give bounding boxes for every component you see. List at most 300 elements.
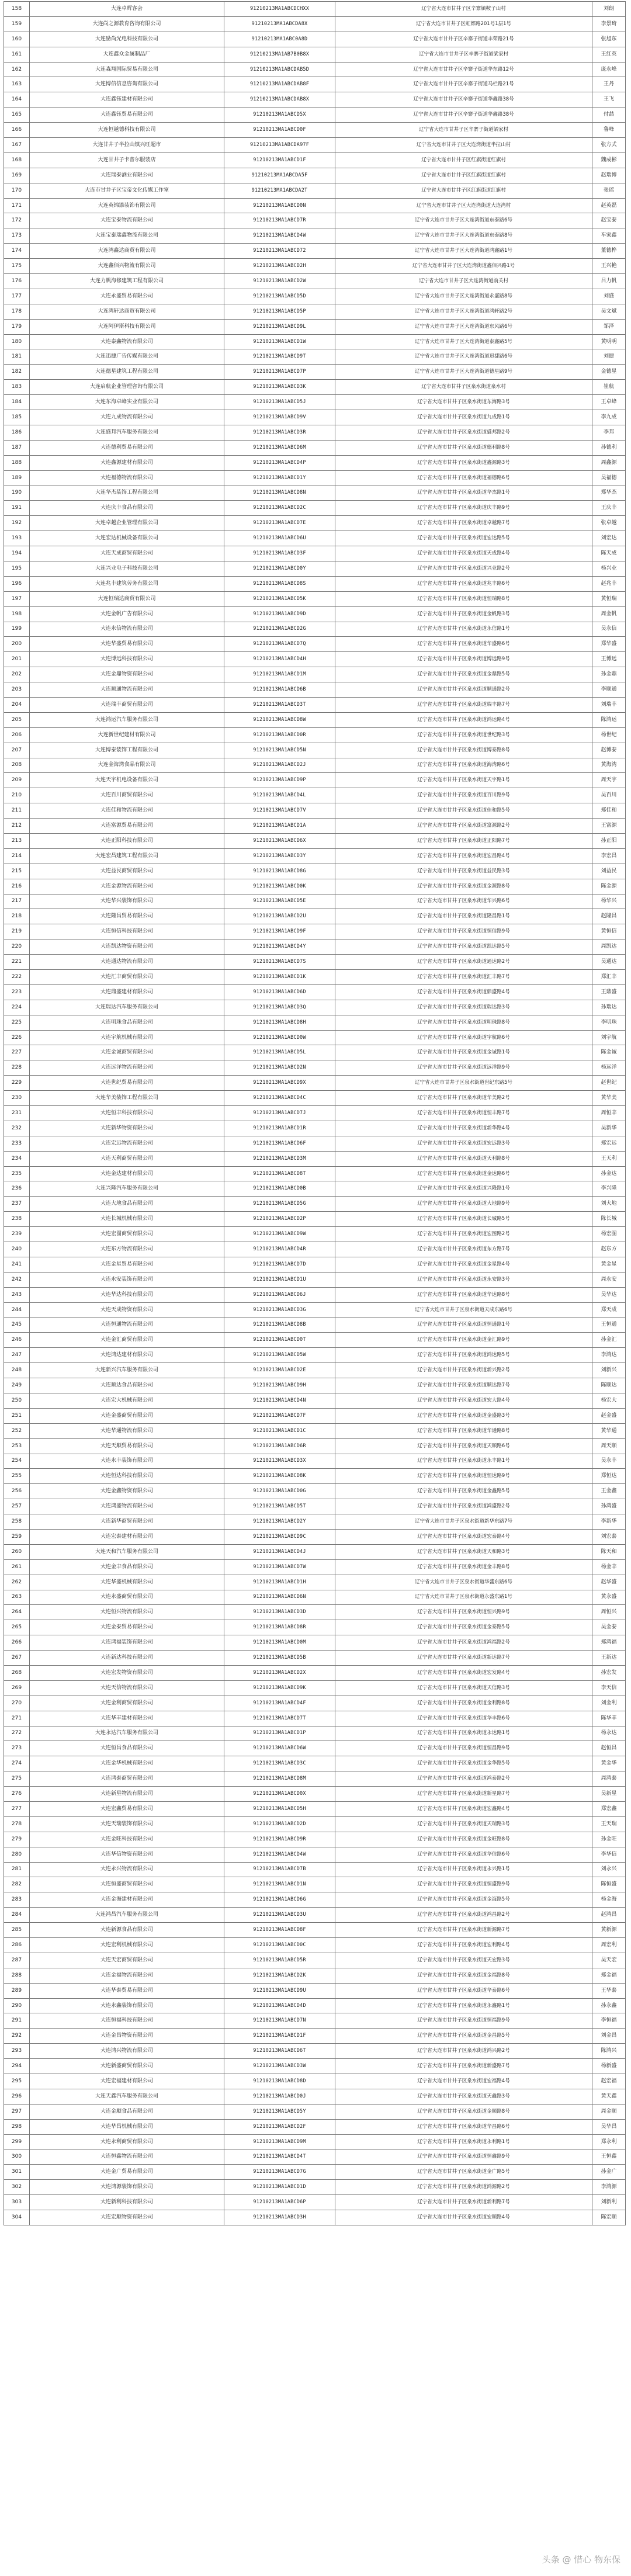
row-number-cell: 267	[4, 1651, 30, 1666]
row-number-cell: 279	[4, 1832, 30, 1847]
row-number-cell: 203	[4, 682, 30, 698]
row-number-cell: 229	[4, 1076, 30, 1091]
credit-code-cell: 91210213MA1ABCD6T	[224, 2044, 335, 2059]
table-row	[4, 304, 626, 319]
table-row	[4, 1499, 626, 1514]
row-number-cell: 255	[4, 1469, 30, 1484]
row-number-cell: 212	[4, 819, 30, 834]
legal-representative-cell: 赵英磊	[592, 198, 626, 213]
credit-code-cell: 91210213MA1ABCDA2T	[224, 183, 335, 198]
address-cell: 辽宁省大连市甘井子区泉水街道天宇路1号	[335, 773, 592, 788]
legal-representative-cell: 赵瑞博	[592, 168, 626, 183]
table-row	[4, 1121, 626, 1136]
credit-code-cell: 91210213MA1ABCD4W	[224, 228, 335, 244]
legal-representative-cell: 李宏昌	[592, 848, 626, 864]
company-name-cell: 大连天顺贸易有限公司	[30, 1438, 224, 1454]
row-number-cell: 178	[4, 304, 30, 319]
row-number-cell: 230	[4, 1091, 30, 1106]
row-number-cell: 194	[4, 546, 30, 561]
credit-code-cell: 91210213MA1ABCD9W	[224, 1227, 335, 1242]
row-number-cell: 233	[4, 1136, 30, 1151]
address-cell: 辽宁省大连市甘井子区泉水街道金源路8号	[335, 879, 592, 894]
company-name-cell: 大连永安装饰有限公司	[30, 1272, 224, 1287]
table-row	[4, 1741, 626, 1756]
legal-representative-cell: 陈华丰	[592, 1711, 626, 1726]
legal-representative-cell: 黄金华	[592, 1756, 626, 1771]
row-number-cell: 258	[4, 1514, 30, 1530]
address-cell: 辽宁省大连市甘井子区泉水街道鸿盛路2号	[335, 1499, 592, 1514]
address-cell: 辽宁省大连市甘井子区泉水街道九成路1号	[335, 410, 592, 425]
credit-code-cell: 91210213MA1ABCD4C	[224, 1091, 335, 1106]
table-row	[4, 682, 626, 698]
credit-code-cell: 91210213MA1ABCD6N	[224, 1590, 335, 1605]
legal-representative-cell: 赵鸿昌	[592, 1908, 626, 1923]
table-row	[4, 1726, 626, 1741]
address-cell: 辽宁省大连市甘井子区泉水街道恒鑫路9号	[335, 2149, 592, 2165]
legal-representative-cell: 郑佳和	[592, 803, 626, 819]
address-cell: 辽宁省大连市甘井子区泉水街道新盛路7号	[335, 2059, 592, 2074]
address-cell: 辽宁省大连市甘井子区泉水街道宏顺路4号	[335, 2210, 592, 2225]
legal-representative-cell: 王华泰	[592, 1983, 626, 1998]
row-number-cell: 274	[4, 1756, 30, 1771]
legal-representative-cell: 李九成	[592, 410, 626, 425]
address-cell: 辽宁省大连市甘井子区泉水街道天利路8号	[335, 1151, 592, 1166]
row-number-cell: 167	[4, 138, 30, 153]
legal-representative-cell: 赵兆丰	[592, 576, 626, 591]
legal-representative-cell: 黄华美	[592, 1091, 626, 1106]
row-number-cell: 272	[4, 1726, 30, 1741]
address-cell: 辽宁省大连市甘井子区泉水街道天和路3号	[335, 1544, 592, 1559]
address-cell: 辽宁省大连市甘井子区泉水街道恒盛路9号	[335, 1877, 592, 1892]
company-name-cell: 大连恒信科技有限公司	[30, 924, 224, 939]
row-number-cell: 269	[4, 1680, 30, 1696]
company-name-cell: 大连力帆海修建筑工程有限公司	[30, 274, 224, 289]
legal-representative-cell: 王恒通	[592, 1318, 626, 1333]
row-number-cell: 224	[4, 1000, 30, 1015]
credit-code-cell: 91210213MA1ABCDA5F	[224, 168, 335, 183]
credit-code-cell: 91210213MA1ABCD0R	[224, 727, 335, 743]
credit-code-cell: 91210213MA1ABCD8T	[224, 1166, 335, 1181]
company-name-cell: 大连凯达物资有限公司	[30, 939, 224, 955]
table-row	[4, 1998, 626, 2013]
table-row	[4, 1923, 626, 1938]
table-row	[4, 2149, 626, 2165]
address-cell: 辽宁省大连市甘井子区泉水街道兴业路2号	[335, 561, 592, 576]
credit-code-cell: 91210213MA1ABCD9R	[224, 1832, 335, 1847]
row-number-cell: 177	[4, 289, 30, 304]
row-number-cell: 213	[4, 833, 30, 848]
credit-code-cell: 91210213MA1ABCD8F	[224, 1923, 335, 1938]
row-number-cell: 160	[4, 32, 30, 47]
credit-code-cell: 91210213MA1ABCD2H	[224, 259, 335, 274]
credit-code-cell: 91210213MA1ABCD9V	[224, 410, 335, 425]
row-number-cell: 250	[4, 1393, 30, 1408]
credit-code-cell: 91210213MA1ABCD8S	[224, 576, 335, 591]
table-row	[4, 1242, 626, 1257]
table-row	[4, 1801, 626, 1816]
address-cell: 辽宁省大连市甘井子区辛寨子街道华东路12号	[335, 62, 592, 77]
table-row	[4, 591, 626, 606]
company-name-cell: 大连金福物流有限公司	[30, 1968, 224, 1983]
table-row	[4, 213, 626, 228]
credit-code-cell: 91210213MA1ABCD5D	[224, 289, 335, 304]
row-number-cell: 208	[4, 758, 30, 773]
company-name-cell: 大连明珠食品有限公司	[30, 1015, 224, 1030]
table-row	[4, 62, 626, 77]
table-row	[4, 561, 626, 576]
legal-representative-cell: 周金帆	[592, 606, 626, 622]
address-cell: 辽宁省大连市甘井子区泉水街道天瑞路3号	[335, 1816, 592, 1832]
credit-code-cell: 91210213MA1ABCD2W	[224, 274, 335, 289]
address-cell: 辽宁省大连市甘井子区泉水街道华泰路6号	[335, 1983, 592, 1998]
address-cell: 辽宁省大连市甘井子区泉水街道永安路3号	[335, 1272, 592, 1287]
company-name-cell: 大连宏远物流有限公司	[30, 1136, 224, 1151]
credit-code-cell: 91210213MA1ABCD4R	[224, 1242, 335, 1257]
row-number-cell: 276	[4, 1787, 30, 1802]
company-name-cell: 大连金利商贸有限公司	[30, 1696, 224, 1711]
legal-representative-cell: 李明珠	[592, 1015, 626, 1030]
address-cell: 辽宁省大连市甘井子区泉水街道远洋路9号	[335, 1060, 592, 1076]
address-cell: 辽宁省大连市甘井子区泉水街道恒福路9号	[335, 2013, 592, 2029]
legal-representative-cell: 孙永鑫	[592, 1998, 626, 2013]
legal-representative-cell: 杨远洋	[592, 1060, 626, 1076]
address-cell: 辽宁省大连市甘井子区泉水街道顺达路7号	[335, 1378, 592, 1393]
table-row	[4, 1938, 626, 1953]
table-row	[4, 2029, 626, 2044]
legal-representative-cell: 刘宏泰	[592, 1529, 626, 1544]
credit-code-cell: 91210213MA1ABCD7V	[224, 803, 335, 819]
table-row	[4, 1469, 626, 1484]
legal-representative-cell: 陈天成	[592, 546, 626, 561]
credit-code-cell: 91210213MA1ABCD5W	[224, 1348, 335, 1363]
row-number-cell: 193	[4, 531, 30, 546]
company-name-cell: 大连福德物流有限公司	[30, 470, 224, 486]
credit-code-cell: 91210213MA1ABCD5P	[224, 304, 335, 319]
company-name-cell: 大连天信物流有限公司	[30, 1680, 224, 1696]
address-cell: 辽宁省大连市甘井子区泉水街道鼎盛路4号	[335, 984, 592, 1000]
address-cell: 辽宁省大连市甘井子区泉水街道博泰路8号	[335, 743, 592, 758]
company-name-cell: 大连迅捷广告传媒有限公司	[30, 349, 224, 365]
address-cell: 辽宁省大连市甘井子区泉水街道益民路3号	[335, 864, 592, 879]
table-row	[4, 1091, 626, 1106]
row-number-cell: 173	[4, 228, 30, 244]
credit-code-cell: 91210213MA1ABCDAB8X	[224, 92, 335, 108]
row-number-cell: 201	[4, 652, 30, 667]
company-name-cell: 大连新源食品有限公司	[30, 1923, 224, 1938]
table-row	[4, 77, 626, 92]
legal-representative-cell: 孙德利	[592, 440, 626, 455]
address-cell: 辽宁省大连市甘井子区泉水街道凯达路5号	[335, 939, 592, 955]
legal-representative-cell: 吴福德	[592, 470, 626, 486]
legal-representative-cell: 黄恒信	[592, 924, 626, 939]
legal-representative-cell: 周永安	[592, 1272, 626, 1287]
row-number-cell: 270	[4, 1696, 30, 1711]
row-number-cell: 240	[4, 1242, 30, 1257]
legal-representative-cell: 吴新华	[592, 1121, 626, 1136]
table-row	[4, 667, 626, 682]
address-cell: 辽宁省大连市甘井子区泉水街道鸿泰路2号	[335, 1771, 592, 1787]
credit-code-cell: 91210213MA1ABCD2C	[224, 501, 335, 516]
row-number-cell: 181	[4, 349, 30, 365]
table-row	[4, 1514, 626, 1530]
legal-representative-cell: 陈天和	[592, 1544, 626, 1559]
credit-code-cell: 91210213MA1ABCD5G	[224, 1197, 335, 1212]
company-name-cell: 大连恒鑫物流有限公司	[30, 2149, 224, 2165]
credit-code-cell: 91210213MA1ABCDAB5D	[224, 62, 335, 77]
credit-code-cell: 91210213MA1ABCD7Q	[224, 637, 335, 652]
address-cell: 辽宁省大连市甘井子区泉水街道宏鑫路4号	[335, 1801, 592, 1816]
address-cell: 辽宁省大连市甘井子区泉水街道金鑫路5号	[335, 1484, 592, 1499]
legal-representative-cell: 吕力帆	[592, 274, 626, 289]
credit-code-cell: 91210213MA1ABCD7W	[224, 1559, 335, 1575]
company-name-cell: 大连宏鑫贸易有限公司	[30, 1801, 224, 1816]
company-name-cell: 大连新利科技有限公司	[30, 2195, 224, 2210]
company-name-cell: 大连天成物资有限公司	[30, 1302, 224, 1318]
legal-representative-cell: 郑天成	[592, 1302, 626, 1318]
company-name-cell: 大连永达汽车服务有限公司	[30, 1726, 224, 1741]
legal-representative-cell: 吴天宏	[592, 1953, 626, 1968]
legal-representative-cell: 刘朗	[592, 2, 626, 17]
legal-representative-cell: 邹泽	[592, 319, 626, 334]
address-cell: 辽宁省大连市甘井子区泉水街道金达路6号	[335, 1166, 592, 1181]
company-name-cell: 大连鸿达建材有限公司	[30, 1348, 224, 1363]
credit-code-cell: 91210213MA1ABCD9X	[224, 1076, 335, 1091]
company-name-cell: 大连甘井子卡普尔服装店	[30, 152, 224, 168]
row-number-cell: 186	[4, 425, 30, 440]
table-row	[4, 1197, 626, 1212]
address-cell: 辽宁省大连市甘井子区泉水街道佳和路5号	[335, 803, 592, 819]
table-row	[4, 909, 626, 924]
company-name-cell: 大连东海卓峰实业有限公司	[30, 395, 224, 410]
legal-representative-cell: 杨金海	[592, 1892, 626, 1908]
legal-representative-cell: 赵博泰	[592, 743, 626, 758]
credit-code-cell: 91210213MA1ABCD9F	[224, 924, 335, 939]
legal-representative-cell: 吴永丰	[592, 1454, 626, 1469]
table-row	[4, 2044, 626, 2059]
legal-representative-cell: 孙宏发	[592, 1665, 626, 1680]
legal-representative-cell: 杨永达	[592, 1726, 626, 1741]
address-cell: 辽宁省大连市甘井子区泉水街道博远路9号	[335, 652, 592, 667]
table-row	[4, 455, 626, 470]
row-number-cell: 290	[4, 1998, 30, 2013]
row-number-cell: 303	[4, 2195, 30, 2210]
row-number-cell: 251	[4, 1408, 30, 1423]
address-cell: 辽宁省大连市甘井子区泉水街道天成路4号	[335, 546, 592, 561]
legal-representative-cell: 鲁峰	[592, 123, 626, 138]
legal-representative-cell: 李景琦	[592, 16, 626, 32]
company-name-cell: 大连世纪贸易有限公司	[30, 1076, 224, 1091]
row-number-cell: 241	[4, 1257, 30, 1272]
row-number-cell: 206	[4, 727, 30, 743]
credit-code-cell: 91210213MA1ABCD9P	[224, 773, 335, 788]
legal-representative-cell: 庞永峰	[592, 62, 626, 77]
legal-representative-cell: 周金顺	[592, 2104, 626, 2119]
table-row	[4, 2, 626, 17]
company-name-cell: 大连天利商贸有限公司	[30, 1151, 224, 1166]
legal-representative-cell: 杨新盛	[592, 2059, 626, 2074]
address-cell: 辽宁省大连市甘井子区泉水街道宏福路4号	[335, 2074, 592, 2089]
row-number-cell: 273	[4, 1741, 30, 1756]
row-number-cell: 210	[4, 788, 30, 803]
credit-code-cell: 91210213MA1ABCD0M	[224, 1635, 335, 1651]
company-name-cell: 大连鸿源装饰有限公司	[30, 2180, 224, 2195]
address-cell: 辽宁省大连市甘井子区泉水街道华达路8号	[335, 1287, 592, 1302]
table-row	[4, 1968, 626, 1983]
legal-representative-cell: 陈顺达	[592, 1378, 626, 1393]
row-number-cell: 287	[4, 1953, 30, 1968]
company-name-cell: 大连天鑫汽车服务有限公司	[30, 2089, 224, 2104]
table-row	[4, 1651, 626, 1666]
table-row	[4, 47, 626, 62]
row-number-cell: 299	[4, 2134, 30, 2149]
legal-representative-cell: 吴百川	[592, 788, 626, 803]
legal-representative-cell: 李华信	[592, 1847, 626, 1862]
row-number-cell: 216	[4, 879, 30, 894]
company-name-cell: 大连瑞达汽车服务有限公司	[30, 1000, 224, 1015]
address-cell: 辽宁省大连市甘井子区泉水街道华丰路6号	[335, 1711, 592, 1726]
address-cell: 辽宁省大连市甘井子区泉水街道瑞达路3号	[335, 1000, 592, 1015]
table-row	[4, 274, 626, 289]
credit-code-cell: 91210213MA1ABCD1F	[224, 2029, 335, 2044]
company-name-cell: 大连宏昌建筑工程有限公司	[30, 848, 224, 864]
company-name-cell: 大连永兴物流有限公司	[30, 1862, 224, 1877]
credit-code-cell: 91210213MA1ABCD1A	[224, 819, 335, 834]
table-row	[4, 1756, 626, 1771]
credit-code-cell: 91210213MA1ABCD3T	[224, 697, 335, 712]
table-row	[4, 486, 626, 501]
legal-representative-cell: 刘宏达	[592, 531, 626, 546]
row-number-cell: 263	[4, 1590, 30, 1605]
legal-representative-cell: 黄海湾	[592, 758, 626, 773]
table-row	[4, 1635, 626, 1651]
credit-code-cell: 91210213MA1ABCD3M	[224, 1151, 335, 1166]
credit-code-cell: 91210213MA1ABCD5R	[224, 1953, 335, 1968]
address-cell: 辽宁省大连市甘井子区泉水街道兴隆路1号	[335, 1181, 592, 1197]
table-row	[4, 788, 626, 803]
table-row	[4, 1559, 626, 1575]
address-cell: 辽宁省大连市甘井子区泉水街道宇航路6号	[335, 1030, 592, 1045]
watermark: 头条 @ 惜心 物东保	[542, 2554, 620, 2565]
credit-code-cell: 91210213MA1ABCD0X	[224, 1787, 335, 1802]
row-number-cell: 214	[4, 848, 30, 864]
table-row	[4, 1212, 626, 1227]
credit-code-cell: 91210213MA1ABCD2X	[224, 1665, 335, 1680]
row-number-cell: 200	[4, 637, 30, 652]
credit-code-cell: 91210213MA1ABCD4F	[224, 1696, 335, 1711]
credit-code-cell: 91210213MA1ABCD3U	[224, 1908, 335, 1923]
table-row	[4, 848, 626, 864]
company-name-cell: 大连恒盛商贸有限公司	[30, 1877, 224, 1892]
table-row	[4, 1348, 626, 1363]
company-name-cell: 大连宏顺物资有限公司	[30, 2210, 224, 2225]
address-cell: 辽宁省大连市甘井子区泉水街道金星路4号	[335, 1257, 592, 1272]
legal-representative-cell: 李邦	[592, 425, 626, 440]
table-row	[4, 1423, 626, 1438]
company-name-cell: 大连德星建筑工程有限公司	[30, 365, 224, 380]
credit-code-cell: 91210213MA1ABCD6R	[224, 1438, 335, 1454]
company-name-cell: 大连华泰贸易有限公司	[30, 1983, 224, 1998]
company-name-cell: 大连德利贸易有限公司	[30, 440, 224, 455]
credit-code-cell: 91210213MA1ABCD4L	[224, 788, 335, 803]
table-row	[4, 244, 626, 259]
address-cell: 辽宁省大连市甘井子区泉水街道华兴路6号	[335, 894, 592, 909]
legal-representative-cell: 李恒福	[592, 2013, 626, 2029]
address-cell: 辽宁省大连市甘井子区泉水街道百川路9号	[335, 788, 592, 803]
table-row	[4, 1106, 626, 1121]
row-number-cell: 182	[4, 365, 30, 380]
table-row	[4, 1181, 626, 1197]
legal-representative-cell: 赵金盛	[592, 1408, 626, 1423]
row-number-cell: 218	[4, 909, 30, 924]
address-cell: 辽宁省大连市甘井子区泉水街道德利路8号	[335, 440, 592, 455]
table-row	[4, 32, 626, 47]
address-cell: 辽宁省大连市甘井子区泉水街道新利路7号	[335, 2195, 592, 2210]
row-number-cell: 284	[4, 1908, 30, 1923]
address-cell: 辽宁省大连市甘井子区泉水街道金顺路8号	[335, 2104, 592, 2119]
table-row	[4, 349, 626, 365]
row-number-cell: 171	[4, 198, 30, 213]
legal-representative-cell: 陈鸿运	[592, 712, 626, 727]
address-cell: 辽宁省大连市甘井子区辛寨子街道梁家村	[335, 47, 592, 62]
legal-representative-cell: 陈鸿兴	[592, 2044, 626, 2059]
table-row	[4, 833, 626, 848]
row-number-cell: 217	[4, 894, 30, 909]
row-number-cell: 300	[4, 2149, 30, 2165]
credit-code-cell: 91210213MA1ABCD7B	[224, 1862, 335, 1877]
address-cell: 辽宁省大连市甘井子区辛寨子街道马栏路21号	[335, 77, 592, 92]
table-row	[4, 1015, 626, 1030]
row-number-cell: 159	[4, 16, 30, 32]
legal-representative-cell: 张瑶	[592, 183, 626, 198]
row-number-cell: 170	[4, 183, 30, 198]
credit-code-cell: 91210213MA1ABCD8H	[224, 1015, 335, 1030]
credit-code-cell: 91210213MA1ABCD9L	[224, 319, 335, 334]
company-name-cell: 大连正阳科技有限公司	[30, 833, 224, 848]
company-name-cell: 大连尚之源教育咨询有限公司	[30, 16, 224, 32]
table-row	[4, 773, 626, 788]
legal-representative-cell: 付喆	[592, 108, 626, 123]
row-number-cell: 162	[4, 62, 30, 77]
credit-code-cell: 91210213MA1ABCD0Y	[224, 561, 335, 576]
table-row	[4, 622, 626, 637]
credit-code-cell: 91210213MA1ABCD8K	[224, 1469, 335, 1484]
row-number-cell: 304	[4, 2210, 30, 2225]
table-row	[4, 1393, 626, 1408]
company-name-cell: 大连宏泰建材有限公司	[30, 1529, 224, 1544]
address-cell: 辽宁省大连市甘井子区泉水街道金汇路9号	[335, 1333, 592, 1348]
company-name-cell: 大连博信信息咨询有限公司	[30, 77, 224, 92]
credit-code-cell: 91210213MA1ABCD1M	[224, 667, 335, 682]
company-name-cell: 大连市甘井子区宝帝文化传媒工作室	[30, 183, 224, 198]
address-cell: 辽宁省大连市甘井子区泉水街道天宏路3号	[335, 1953, 592, 1968]
legal-representative-cell: 李鸿达	[592, 1348, 626, 1363]
address-cell: 辽宁省大连市甘井子区泉水街道瑞丰路7号	[335, 697, 592, 712]
address-cell: 辽宁省大连市甘井子区泉水街道大地路9号	[335, 1197, 592, 1212]
legal-representative-cell: 孙金广	[592, 2165, 626, 2180]
credit-code-cell: 91210213MA1ABCD7S	[224, 955, 335, 970]
table-row	[4, 1983, 626, 1998]
row-number-cell: 231	[4, 1106, 30, 1121]
company-name-cell: 大连金泰贸易有限公司	[30, 1620, 224, 1635]
company-name-cell: 大连卓越企业管理有限公司	[30, 516, 224, 531]
table-row	[4, 1696, 626, 1711]
table-row	[4, 1590, 626, 1605]
credit-code-cell: 91210213MA1ABCD3F	[224, 546, 335, 561]
address-cell: 辽宁省大连市甘井子区泉水街道金旺路8号	[335, 1832, 592, 1847]
company-name-cell: 大连宝泰物流有限公司	[30, 213, 224, 228]
company-name-cell: 大连天宇机电设备有限公司	[30, 773, 224, 788]
legal-representative-cell: 杨华兴	[592, 894, 626, 909]
